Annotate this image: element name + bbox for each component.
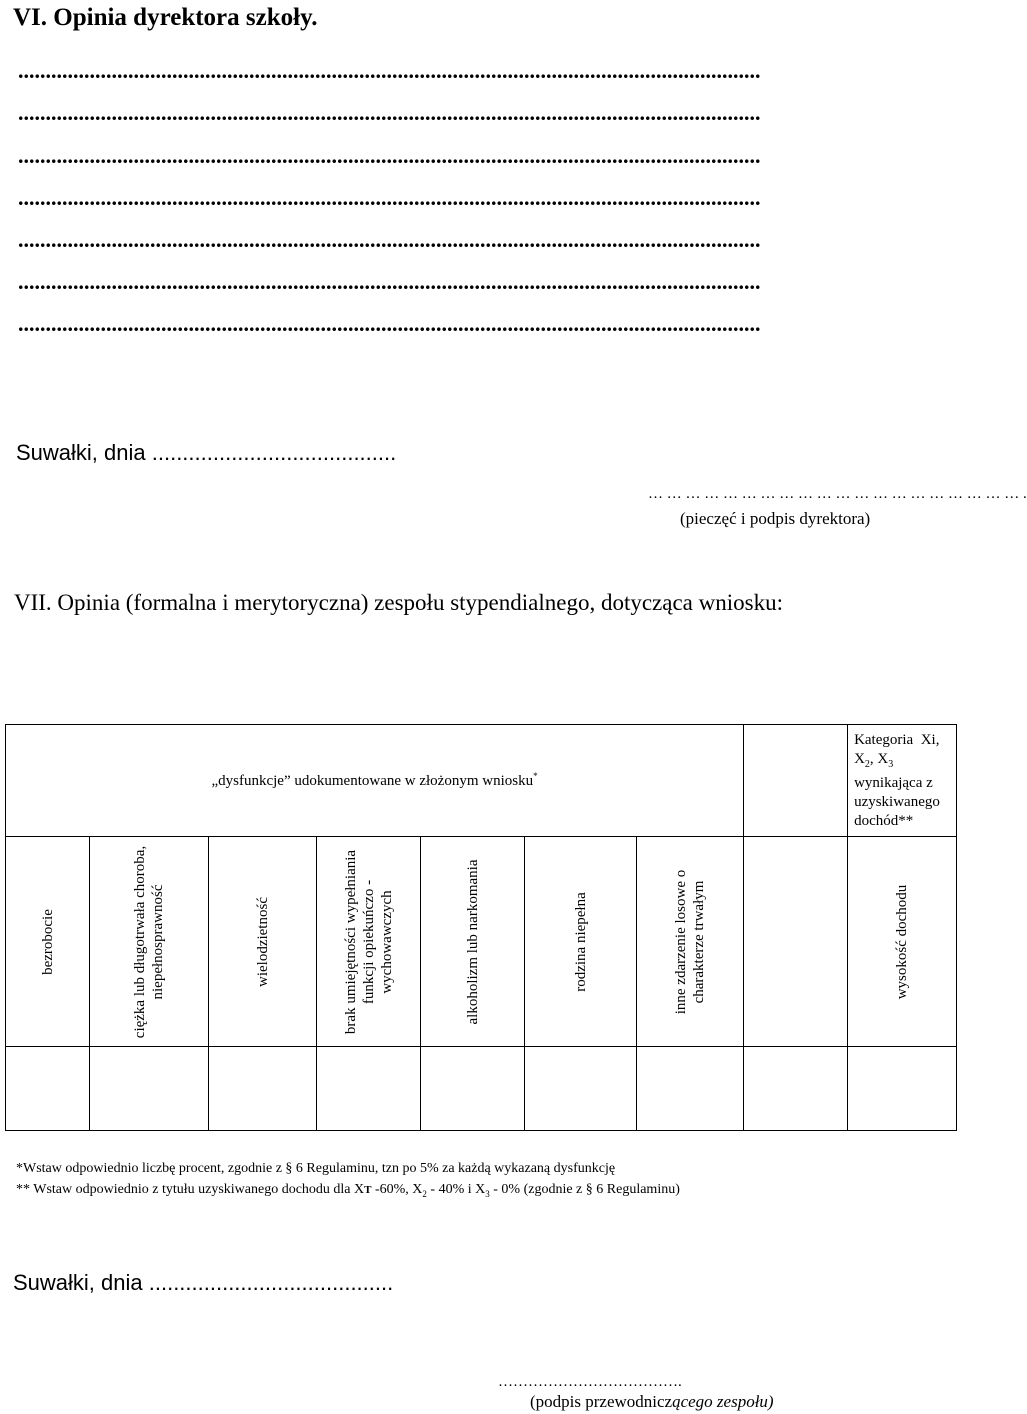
value-cell[interactable]	[317, 1047, 421, 1131]
committee-signature-dots: ……………………………….	[498, 1374, 682, 1390]
dotted-line: .......................................................................................................................................	[18, 269, 761, 294]
value-cell[interactable]	[6, 1047, 90, 1131]
column-header-cell	[525, 837, 637, 1047]
director-signature-label: (pieczęć i podpis dyrektora)	[680, 509, 871, 528]
dotted-line: .......................................................................................................................................	[18, 227, 761, 252]
section-6-title: VI. Opinia dyrektora szkoły.	[13, 4, 318, 31]
column-header-large-family: wielodzietność	[254, 896, 271, 987]
value-cell[interactable]	[90, 1047, 209, 1131]
value-cell[interactable]	[848, 1047, 957, 1131]
footnote-2: ** Wstaw odpowiednio z tytułu uzyskiwanego dochodu dla XT -60%, $X_2 - 40\%$ i $X_3 - 0\%$ (zgodnie z § 6 Regulaminu)	[16, 1182, 680, 1199]
dysfunctions-header-cell	[6, 725, 744, 837]
dotted-line: .......................................................................................................................................	[18, 100, 761, 125]
place-date-director: Suwałki, dnia ........................................	[16, 440, 397, 465]
column-header-cell	[421, 837, 525, 1047]
dotted-line: .......................................................................................................................................	[18, 143, 761, 168]
footnote-1: *Wstaw odpowiednio liczbę procent, zgodnie z § 6 Regulaminu, tzn po 5% za każdą wykazaną dysfunkcję	[16, 1161, 616, 1176]
place-date-committee: Suwałki, dnia ........................................	[13, 1270, 394, 1295]
value-cell[interactable]	[744, 1047, 848, 1131]
committee-signature-label: (podpis przewodniczącego zespołu)	[530, 1392, 774, 1411]
column-header-cell	[209, 837, 317, 1047]
column-header-cell	[317, 837, 421, 1047]
dysfunctions-header: „dysfunkcje” udokumentowane w złożonym wniosku	[211, 773, 534, 789]
dysfunctions-header-mark: *	[533, 771, 538, 781]
column-header-care-skills: brak umiejętności wypełniania funkcji opiekuńczo - wychowawczych	[342, 849, 395, 1034]
dotted-line: .......................................................................................................................................	[18, 185, 761, 210]
column-header-unemployment: bezrobocie	[39, 908, 56, 975]
scholarship-opinion-table	[5, 724, 957, 1131]
column-header-cell	[6, 837, 90, 1047]
director-signature-dots: … … … … … … … … … … … … … … … … … … … … .	[648, 486, 1027, 502]
column-header-income: wysokość dochodu	[894, 884, 911, 999]
dotted-line: .......................................................................................................................................	[18, 58, 761, 83]
column-header-addiction: alkoholizm lub narkomania	[464, 859, 481, 1024]
column-header-cell	[744, 837, 848, 1047]
column-header-illness: ciężka lub długotrwała choroba, niepełnosprawność	[132, 845, 166, 1038]
column-header-cell	[637, 837, 744, 1047]
category-header-cell	[848, 725, 957, 837]
value-cell[interactable]	[421, 1047, 525, 1131]
column-header-cell	[90, 837, 209, 1047]
value-cell[interactable]	[525, 1047, 637, 1131]
column-header-random-event: inne zdarzenie losowe o charakterze trwałym	[673, 869, 708, 1014]
section-7-title: VII. Opinia (formalna i merytoryczna) zespołu stypendialnego, dotycząca wniosku:	[14, 590, 783, 615]
column-header-single-parent: rodzina niepełna	[572, 891, 589, 992]
value-cell[interactable]	[209, 1047, 317, 1131]
dotted-line: .......................................................................................................................................	[18, 311, 761, 336]
column-header-cell	[848, 837, 957, 1047]
empty-header-cell	[744, 725, 848, 837]
category-header: Kategoria Xi, $X_2$, $X_3$ wynikająca z uzyskiwanego dochód**	[854, 731, 940, 829]
value-cell[interactable]	[637, 1047, 744, 1131]
